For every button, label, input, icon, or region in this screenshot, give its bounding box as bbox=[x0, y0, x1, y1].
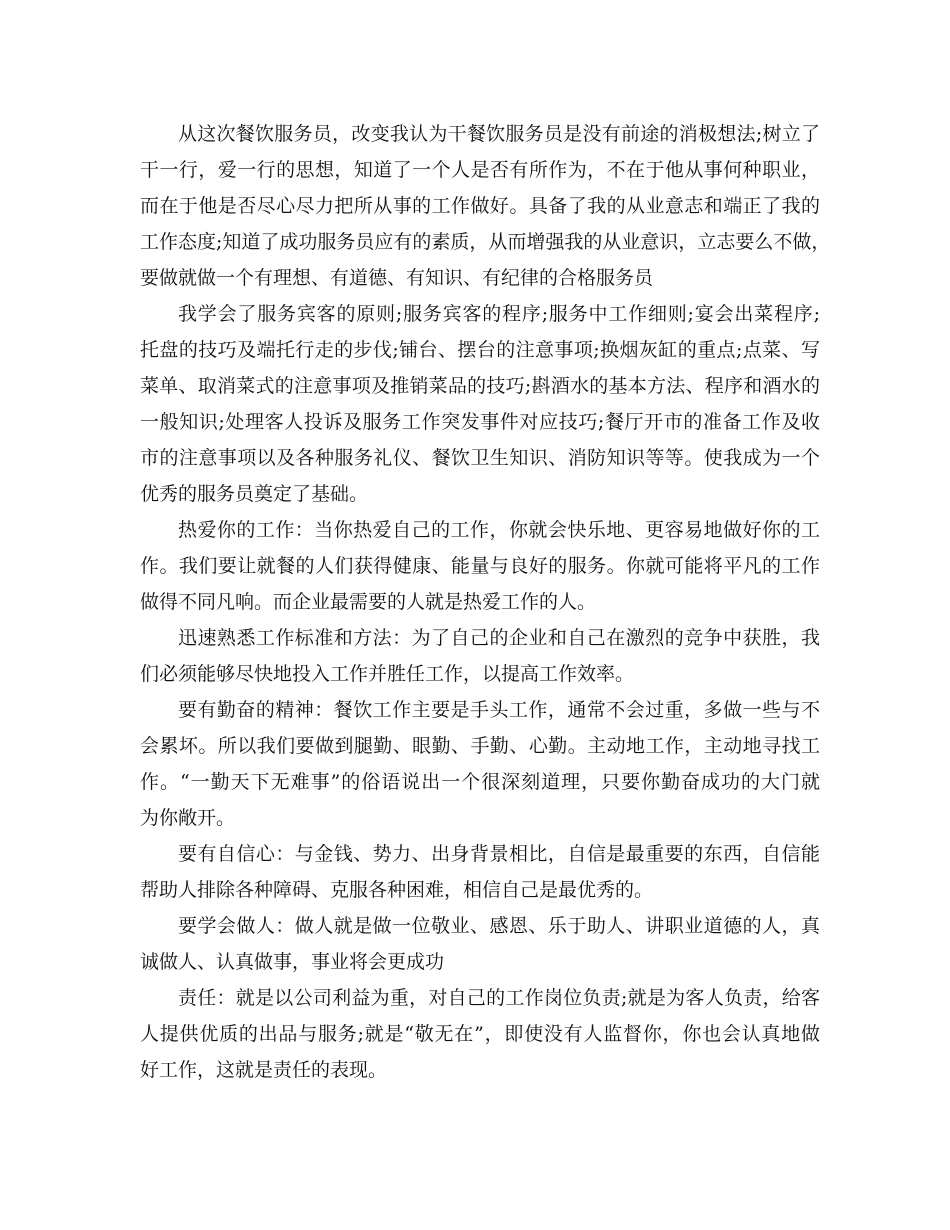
text-line: 做得不同凡响。而企业最需要的人就是热爱工作的人。 bbox=[140, 591, 597, 613]
text-line: 要学会做人：做人就是做一位敬业、感恩、乐于助人、讲职业道德的人，真 bbox=[178, 915, 820, 937]
paragraph bbox=[140, 980, 820, 1088]
text-line: 诚做人、认真做事，事业将会更成功 bbox=[140, 951, 445, 973]
paragraph bbox=[140, 836, 820, 908]
text-line: 要做就做一个有理想、有道德、有知识、有纪律的合格服务员 bbox=[140, 267, 654, 289]
text-line: 干一行，爱一行的思想，知道了一个人是否有所作为，不在于他从事何种职业， bbox=[140, 159, 820, 181]
text-line: 优秀的服务员奠定了基础。 bbox=[140, 483, 369, 505]
text-line: 菜单、取消菜式的注意事项及推销菜品的技巧;斟酒水的基本方法、程序和酒水的 bbox=[140, 375, 820, 397]
paragraph bbox=[140, 116, 831, 296]
paragraph bbox=[140, 908, 820, 980]
text-line: 而在于他是否尽心尽力把所从事的工作做好。具备了我的从业意志和端正了我的 bbox=[140, 195, 820, 217]
text-line: 作。我们要让就餐的人们获得健康、能量与良好的服务。你就可能将平凡的工作 bbox=[140, 555, 820, 577]
document-body bbox=[140, 116, 831, 1088]
text-line: 会累坏。所以我们要做到腿勤、眼勤、手勤、心勤。主动地工作，主动地寻找工 bbox=[140, 735, 820, 757]
text-line: 迅速熟悉工作标准和方法：为了自己的企业和自己在激烈的竞争中获胜，我 bbox=[178, 627, 820, 649]
text-line: 热爱你的工作：当你热爱自己的工作，你就会快乐地、更容易地做好你的工 bbox=[178, 519, 820, 541]
text-line: 托盘的技巧及端托行走的步伐;铺台、摆台的注意事项;换烟灰缸的重点;点菜、写 bbox=[140, 339, 820, 361]
paragraph bbox=[140, 692, 820, 836]
paragraph bbox=[140, 296, 820, 512]
text-line: 好工作，这就是责任的表现。 bbox=[140, 1059, 388, 1081]
text-line: 要有勤奋的精神：餐饮工作主要是手头工作，通常不会过重，多做一些与不 bbox=[178, 699, 820, 721]
text-line: 帮助人排除各种障碍、克服各种困难，相信自己是最优秀的。 bbox=[140, 879, 654, 901]
text-line: 们必须能够尽快地投入工作并胜任工作，以提高工作效率。 bbox=[140, 663, 635, 685]
paragraph bbox=[140, 512, 820, 620]
text-line: 要有自信心：与金钱、势力、出身背景相比，自信是最重要的东西，自信能 bbox=[178, 843, 820, 865]
text-line: 责任：就是以公司利益为重，对自己的工作岗位负责;就是为客人负责，给客 bbox=[178, 987, 820, 1009]
text-line: 作。“一勤天下无难事”的俗语说出一个很深刻道理，只要你勤奋成功的大门就 bbox=[140, 771, 820, 793]
text-line: 一般知识;处理客人投诉及服务工作突发事件对应技巧;餐厅开市的准备工作及收 bbox=[140, 411, 820, 433]
text-line: 人提供优质的出品与服务;就是“敬无在”，即使没有人监督你，你也会认真地做 bbox=[140, 1023, 820, 1045]
paragraph bbox=[140, 620, 820, 692]
text-line: 为你敞开。 bbox=[140, 807, 236, 829]
text-line: 我学会了服务宾客的原则;服务宾客的程序;服务中工作细则;宴会出菜程序; bbox=[178, 303, 820, 325]
text-line: 从这次餐饮服务员，改变我认为干餐饮服务员是没有前途的消极想法;树立了 bbox=[178, 123, 820, 145]
text-line: 市的注意事项以及各种服务礼仪、餐饮卫生知识、消防知识等等。使我成为一个 bbox=[140, 447, 820, 469]
text-line: 工作态度;知道了成功服务员应有的素质，从而增强我的从业意识，立志要么不做， bbox=[140, 231, 831, 253]
